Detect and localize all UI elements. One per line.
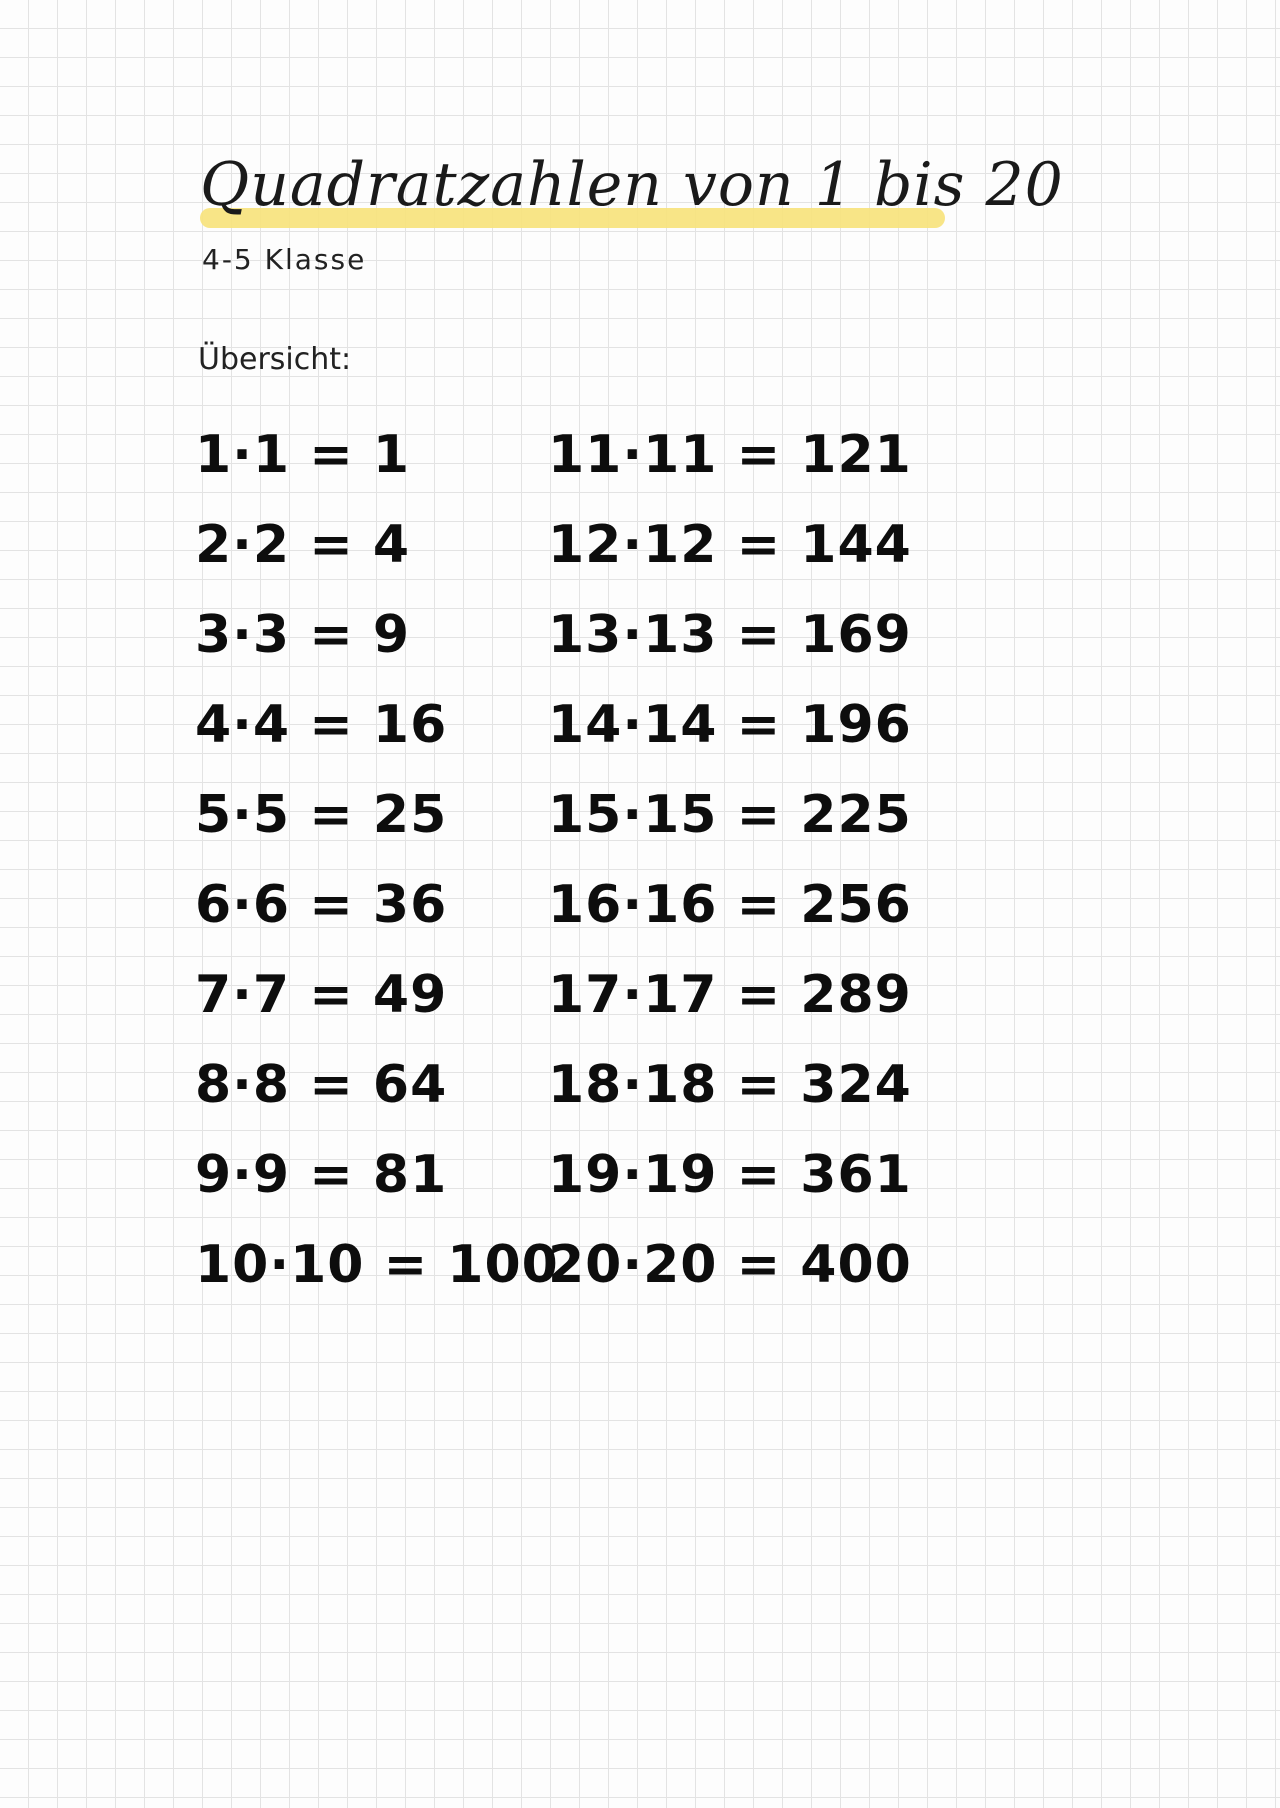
- squares-column-right: [548, 410, 912, 1310]
- square-equation: 20·20 = 400: [548, 1235, 912, 1295]
- square-equation: 13·13 = 169: [548, 605, 912, 665]
- square-equation: 16·16 = 256: [548, 875, 912, 935]
- square-equation: 1·1 = 1: [195, 425, 411, 485]
- square-equation: 17·17 = 289: [548, 965, 912, 1025]
- square-equation: 15·15 = 225: [548, 785, 912, 845]
- square-equation: 6·6 = 36: [195, 875, 448, 935]
- square-equation: 3·3 = 9: [195, 605, 411, 665]
- square-equation: 8·8 = 64: [195, 1055, 448, 1115]
- square-equation: 10·10 = 100: [195, 1235, 559, 1295]
- page-title: Quadratzahlen von 1 bis 20: [200, 150, 1064, 220]
- square-equation: 5·5 = 25: [195, 785, 448, 845]
- square-equation: 9·9 = 81: [195, 1145, 448, 1205]
- title-block: [200, 150, 1064, 250]
- square-equation: 11·11 = 121: [548, 425, 912, 485]
- square-equation: 2·2 = 4: [195, 515, 411, 575]
- square-equation: 19·19 = 361: [548, 1145, 912, 1205]
- overview-label: Übersicht:: [198, 342, 352, 377]
- square-equation: 14·14 = 196: [548, 695, 912, 755]
- squares-column-left: [195, 410, 559, 1310]
- square-equation: 12·12 = 144: [548, 515, 912, 575]
- square-equation: 4·4 = 16: [195, 695, 448, 755]
- grade-subtitle: 4-5 Klasse: [202, 243, 367, 276]
- square-equation: 7·7 = 49: [195, 965, 448, 1025]
- square-equation: 18·18 = 324: [548, 1055, 912, 1115]
